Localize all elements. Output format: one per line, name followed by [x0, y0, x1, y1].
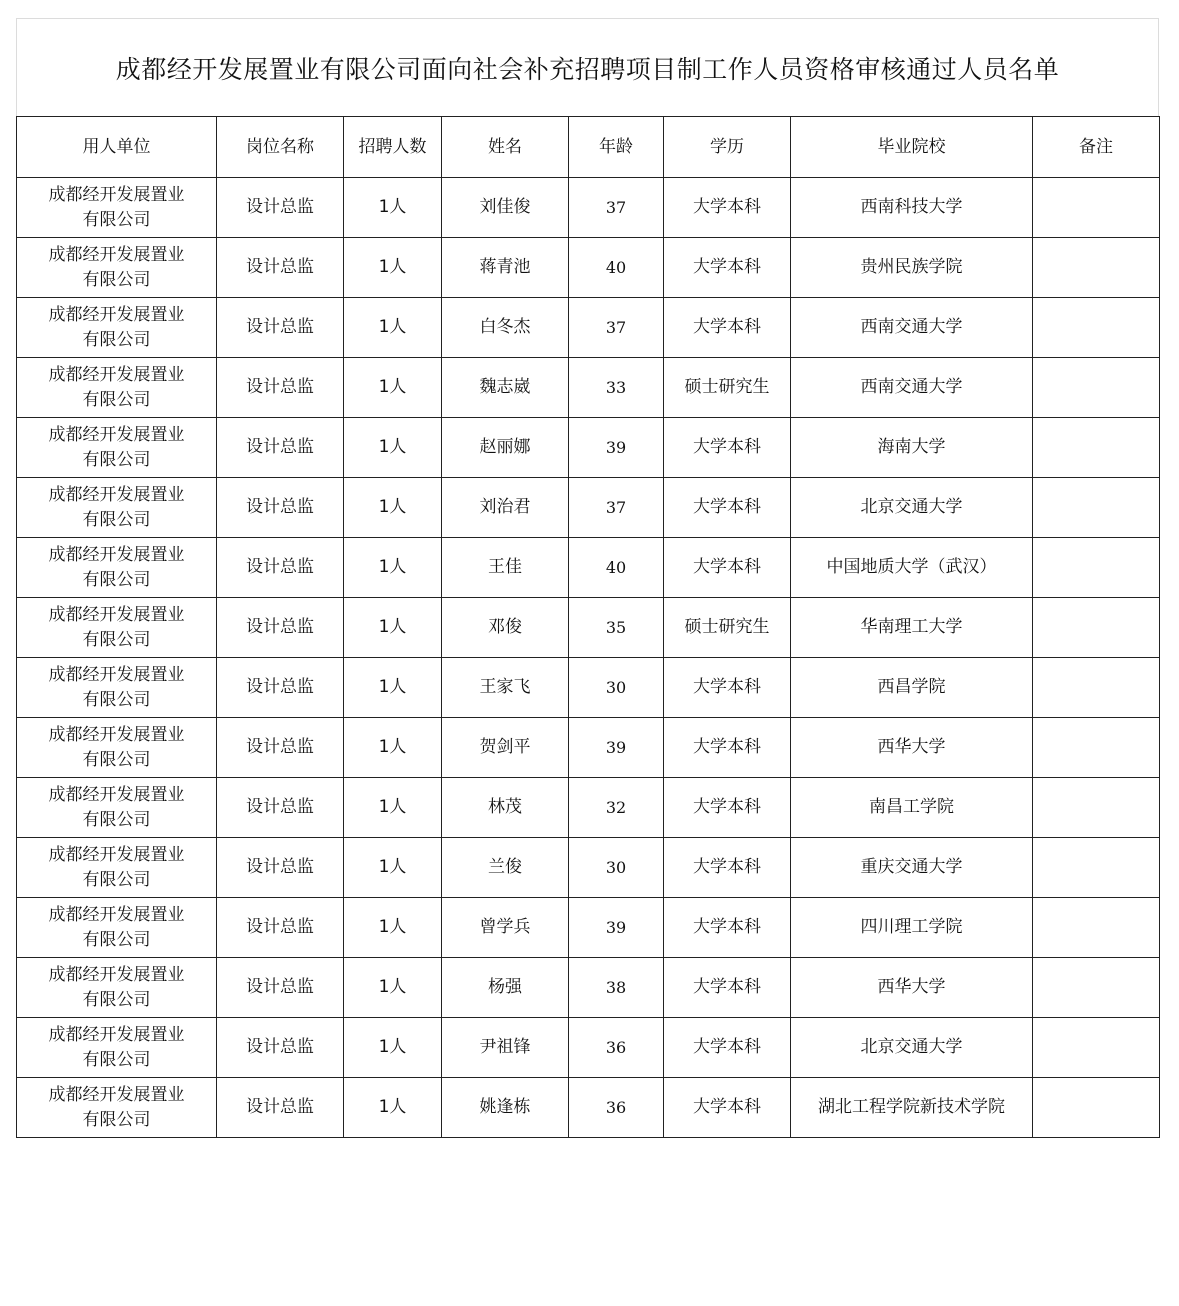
education-cell: 大学本科	[664, 238, 791, 298]
count-cell: 1人	[344, 1078, 442, 1138]
position-cell: 设计总监	[217, 418, 344, 478]
note-cell	[1033, 358, 1160, 418]
education-cell: 大学本科	[664, 658, 791, 718]
school-cell: 贵州民族学院	[791, 238, 1033, 298]
count-cell: 1人	[344, 598, 442, 658]
table-row	[17, 898, 1160, 958]
age-cell: 39	[569, 718, 664, 778]
school-cell: 北京交通大学	[791, 1018, 1033, 1078]
school-cell: 西南交通大学	[791, 298, 1033, 358]
name-cell: 尹祖锋	[442, 1018, 569, 1078]
unit-line-2: 有限公司	[82, 209, 151, 230]
unit-cell	[17, 478, 217, 538]
school-cell: 西昌学院	[791, 658, 1033, 718]
note-cell	[1033, 598, 1160, 658]
page-title: 成都经开发展置业有限公司面向社会补充招聘项目制工作人员资格审核通过人员名单	[115, 54, 1060, 84]
count-cell: 1人	[344, 418, 442, 478]
header-education: 学历	[664, 117, 791, 178]
education-cell: 硕士研究生	[664, 598, 791, 658]
name-cell: 王佳	[442, 538, 569, 598]
table-row	[17, 478, 1160, 538]
position-cell: 设计总监	[217, 238, 344, 298]
unit-line-2: 有限公司	[82, 329, 151, 350]
note-cell	[1033, 898, 1160, 958]
note-cell	[1033, 478, 1160, 538]
age-cell: 40	[569, 238, 664, 298]
applicant-table	[16, 116, 1160, 1138]
unit-line-1: 成都经开发展置业	[48, 664, 185, 685]
name-cell: 刘治君	[442, 478, 569, 538]
header-school: 毕业院校	[791, 117, 1033, 178]
unit-cell	[17, 538, 217, 598]
unit-line-2: 有限公司	[82, 689, 151, 710]
education-cell: 大学本科	[664, 418, 791, 478]
school-cell: 四川理工学院	[791, 898, 1033, 958]
table-row	[17, 178, 1160, 238]
unit-line-2: 有限公司	[82, 929, 151, 950]
position-cell: 设计总监	[217, 658, 344, 718]
position-cell: 设计总监	[217, 598, 344, 658]
position-cell: 设计总监	[217, 1018, 344, 1078]
education-cell: 大学本科	[664, 1018, 791, 1078]
table-row	[17, 1018, 1160, 1078]
education-cell: 大学本科	[664, 538, 791, 598]
unit-line-1: 成都经开发展置业	[48, 244, 185, 265]
name-cell: 刘佳俊	[442, 178, 569, 238]
education-cell: 大学本科	[664, 478, 791, 538]
unit-line-2: 有限公司	[82, 269, 151, 290]
unit-line-2: 有限公司	[82, 389, 151, 410]
note-cell	[1033, 418, 1160, 478]
table-row	[17, 718, 1160, 778]
age-cell: 30	[569, 838, 664, 898]
count-cell: 1人	[344, 358, 442, 418]
table-row	[17, 418, 1160, 478]
name-cell: 魏志崴	[442, 358, 569, 418]
position-cell: 设计总监	[217, 478, 344, 538]
note-cell	[1033, 178, 1160, 238]
education-cell: 硕士研究生	[664, 358, 791, 418]
position-cell: 设计总监	[217, 1078, 344, 1138]
age-cell: 39	[569, 418, 664, 478]
count-cell: 1人	[344, 898, 442, 958]
education-cell: 大学本科	[664, 298, 791, 358]
name-cell: 赵丽娜	[442, 418, 569, 478]
education-cell: 大学本科	[664, 958, 791, 1018]
age-cell: 33	[569, 358, 664, 418]
unit-line-1: 成都经开发展置业	[48, 544, 185, 565]
count-cell: 1人	[344, 958, 442, 1018]
age-cell: 40	[569, 538, 664, 598]
header-count: 招聘人数	[344, 117, 442, 178]
note-cell	[1033, 718, 1160, 778]
position-cell: 设计总监	[217, 958, 344, 1018]
header-note: 备注	[1033, 117, 1160, 178]
education-cell: 大学本科	[664, 1078, 791, 1138]
header-row	[17, 117, 1160, 178]
unit-cell	[17, 1018, 217, 1078]
note-cell	[1033, 538, 1160, 598]
table-row	[17, 658, 1160, 718]
school-cell: 西南科技大学	[791, 178, 1033, 238]
age-cell: 37	[569, 178, 664, 238]
unit-line-1: 成都经开发展置业	[48, 364, 185, 385]
count-cell: 1人	[344, 838, 442, 898]
unit-line-1: 成都经开发展置业	[48, 304, 185, 325]
count-cell: 1人	[344, 478, 442, 538]
table-row	[17, 778, 1160, 838]
unit-line-1: 成都经开发展置业	[48, 724, 185, 745]
school-cell: 湖北工程学院新技术学院	[791, 1078, 1033, 1138]
unit-line-2: 有限公司	[82, 569, 151, 590]
name-cell: 邓俊	[442, 598, 569, 658]
note-cell	[1033, 958, 1160, 1018]
name-cell: 杨强	[442, 958, 569, 1018]
position-cell: 设计总监	[217, 898, 344, 958]
count-cell: 1人	[344, 658, 442, 718]
unit-line-2: 有限公司	[82, 809, 151, 830]
position-cell: 设计总监	[217, 778, 344, 838]
table-row	[17, 538, 1160, 598]
position-cell: 设计总监	[217, 838, 344, 898]
table-row	[17, 238, 1160, 298]
school-cell: 华南理工大学	[791, 598, 1033, 658]
position-cell: 设计总监	[217, 358, 344, 418]
unit-cell	[17, 298, 217, 358]
education-cell: 大学本科	[664, 778, 791, 838]
header-age: 年龄	[569, 117, 664, 178]
unit-cell	[17, 358, 217, 418]
school-cell: 重庆交通大学	[791, 838, 1033, 898]
count-cell: 1人	[344, 538, 442, 598]
count-cell: 1人	[344, 718, 442, 778]
name-cell: 林茂	[442, 778, 569, 838]
unit-line-1: 成都经开发展置业	[48, 784, 185, 805]
school-cell: 西华大学	[791, 958, 1033, 1018]
unit-cell	[17, 658, 217, 718]
unit-line-2: 有限公司	[82, 989, 151, 1010]
school-cell: 中国地质大学（武汉）	[791, 538, 1033, 598]
unit-line-2: 有限公司	[82, 1049, 151, 1070]
age-cell: 37	[569, 478, 664, 538]
position-cell: 设计总监	[217, 298, 344, 358]
school-cell: 南昌工学院	[791, 778, 1033, 838]
note-cell	[1033, 238, 1160, 298]
unit-line-1: 成都经开发展置业	[48, 484, 185, 505]
header-unit: 用人单位	[17, 117, 217, 178]
education-cell: 大学本科	[664, 718, 791, 778]
position-cell: 设计总监	[217, 538, 344, 598]
name-cell: 曾学兵	[442, 898, 569, 958]
unit-cell	[17, 958, 217, 1018]
school-cell: 海南大学	[791, 418, 1033, 478]
education-cell: 大学本科	[664, 898, 791, 958]
unit-line-2: 有限公司	[82, 869, 151, 890]
unit-cell	[17, 598, 217, 658]
count-cell: 1人	[344, 178, 442, 238]
name-cell: 贺剑平	[442, 718, 569, 778]
education-cell: 大学本科	[664, 838, 791, 898]
unit-cell	[17, 838, 217, 898]
unit-cell	[17, 238, 217, 298]
document-sheet	[16, 18, 1159, 1138]
title-box	[16, 18, 1159, 116]
unit-line-1: 成都经开发展置业	[48, 1084, 185, 1105]
unit-line-2: 有限公司	[82, 1109, 151, 1130]
unit-line-1: 成都经开发展置业	[48, 964, 185, 985]
header-name: 姓名	[442, 117, 569, 178]
age-cell: 36	[569, 1078, 664, 1138]
unit-line-1: 成都经开发展置业	[48, 904, 185, 925]
note-cell	[1033, 838, 1160, 898]
note-cell	[1033, 778, 1160, 838]
table-row	[17, 1078, 1160, 1138]
table-row	[17, 598, 1160, 658]
table-row	[17, 298, 1160, 358]
school-cell: 西南交通大学	[791, 358, 1033, 418]
count-cell: 1人	[344, 1018, 442, 1078]
count-cell: 1人	[344, 298, 442, 358]
position-cell: 设计总监	[217, 718, 344, 778]
school-cell: 西华大学	[791, 718, 1033, 778]
count-cell: 1人	[344, 238, 442, 298]
age-cell: 39	[569, 898, 664, 958]
unit-cell	[17, 898, 217, 958]
education-cell: 大学本科	[664, 178, 791, 238]
unit-line-2: 有限公司	[82, 509, 151, 530]
table-row	[17, 358, 1160, 418]
unit-cell	[17, 178, 217, 238]
unit-cell	[17, 718, 217, 778]
unit-line-2: 有限公司	[82, 749, 151, 770]
unit-line-1: 成都经开发展置业	[48, 1024, 185, 1045]
header-position: 岗位名称	[217, 117, 344, 178]
unit-cell	[17, 418, 217, 478]
name-cell: 白冬杰	[442, 298, 569, 358]
unit-line-1: 成都经开发展置业	[48, 424, 185, 445]
school-cell: 北京交通大学	[791, 478, 1033, 538]
name-cell: 蒋青池	[442, 238, 569, 298]
unit-cell	[17, 778, 217, 838]
unit-cell	[17, 1078, 217, 1138]
name-cell: 兰俊	[442, 838, 569, 898]
age-cell: 36	[569, 1018, 664, 1078]
name-cell: 姚逢栋	[442, 1078, 569, 1138]
age-cell: 32	[569, 778, 664, 838]
position-cell: 设计总监	[217, 178, 344, 238]
age-cell: 37	[569, 298, 664, 358]
note-cell	[1033, 1078, 1160, 1138]
unit-line-2: 有限公司	[82, 629, 151, 650]
unit-line-1: 成都经开发展置业	[48, 604, 185, 625]
note-cell	[1033, 658, 1160, 718]
age-cell: 35	[569, 598, 664, 658]
age-cell: 38	[569, 958, 664, 1018]
table-row	[17, 838, 1160, 898]
name-cell: 王家飞	[442, 658, 569, 718]
table-row	[17, 958, 1160, 1018]
count-cell: 1人	[344, 778, 442, 838]
age-cell: 30	[569, 658, 664, 718]
unit-line-1: 成都经开发展置业	[48, 844, 185, 865]
note-cell	[1033, 1018, 1160, 1078]
unit-line-2: 有限公司	[82, 449, 151, 470]
unit-line-1: 成都经开发展置业	[48, 184, 185, 205]
note-cell	[1033, 298, 1160, 358]
